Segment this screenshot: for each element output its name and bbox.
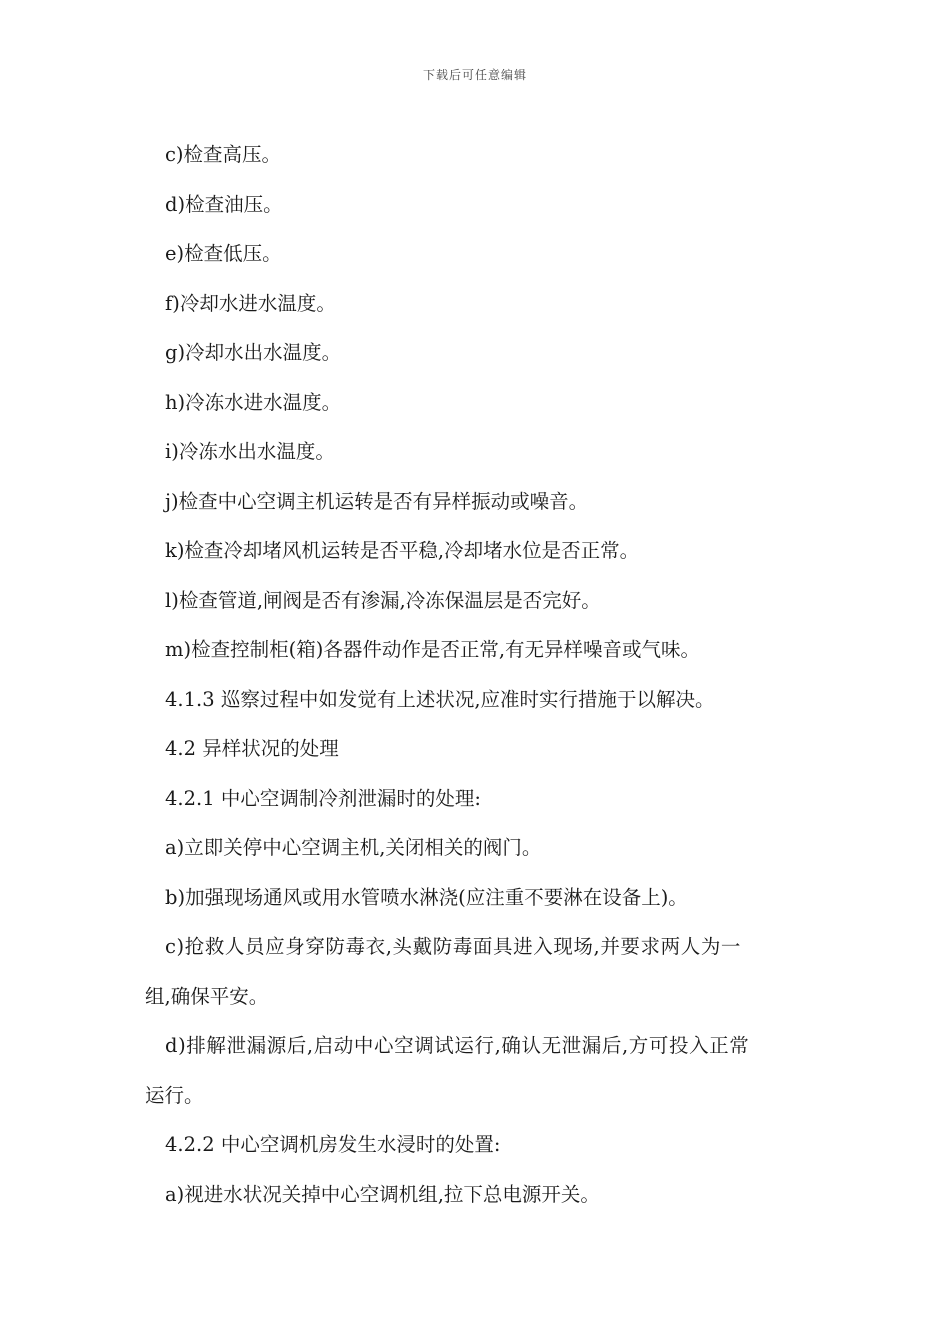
paragraph-line: l)检查管道,闸阀是否有渗漏,冷冻保温层是否完好。 [165, 588, 601, 612]
paragraph-line: a)视进水状况关掉中心空调机组,拉下总电源开关。 [165, 1182, 600, 1206]
paragraph-line: d)排解泄漏源后,启动中心空调试运行,确认无泄漏后,方可投入正常 [165, 1034, 750, 1057]
paragraph-line: m)检查控制柜(箱)各器件动作是否正常,有无异样噪音或气味。 [165, 638, 701, 661]
page-header: 下载后可任意编辑 [422, 68, 527, 82]
section-heading: 4.2 异样状况的处理 [165, 737, 339, 760]
paragraph-line: c)检查高压。 [165, 143, 282, 166]
paragraph-line: g)冷却水出水温度。 [165, 341, 342, 364]
paragraph-line: k)检查冷却堵风机运转是否平稳,冷却堵水位是否正常。 [165, 539, 640, 562]
document-body [145, 130, 810, 1219]
subsection-heading: 4.2.1 中心空调制冷剂泄漏时的处理: [165, 786, 481, 810]
paragraph-line: 4.1.3 巡察过程中如发觉有上述状况,应准时实行措施于以解决。 [165, 687, 715, 711]
paragraph-line: f)冷却水进水温度。 [165, 291, 336, 315]
paragraph-line-continued: 运行。 [145, 1083, 204, 1107]
paragraph-line: e)检查低压。 [165, 242, 282, 265]
subsection-heading: 4.2.2 中心空调机房发生水浸时的处置: [165, 1133, 501, 1156]
paragraph-line: j)检查中心空调主机运转是否有异样振动或噪音。 [165, 489, 589, 513]
paragraph-line: a)立即关停中心空调主机,关闭相关的阀门。 [165, 836, 542, 859]
paragraph-line: b)加强现场通风或用水管喷水淋浇(应注重不要淋在设备上)。 [165, 885, 688, 909]
paragraph-line-continued: 组,确保平安。 [145, 984, 269, 1008]
paragraph-line: i)冷冻水出水温度。 [165, 440, 335, 463]
paragraph-line: c)抢救人员应身穿防毒衣,头戴防毒面具进入现场,并要求两人为一 [165, 935, 742, 958]
paragraph-line: h)冷冻水进水温度。 [165, 390, 342, 414]
paragraph-line: d)检查油压。 [165, 192, 283, 216]
